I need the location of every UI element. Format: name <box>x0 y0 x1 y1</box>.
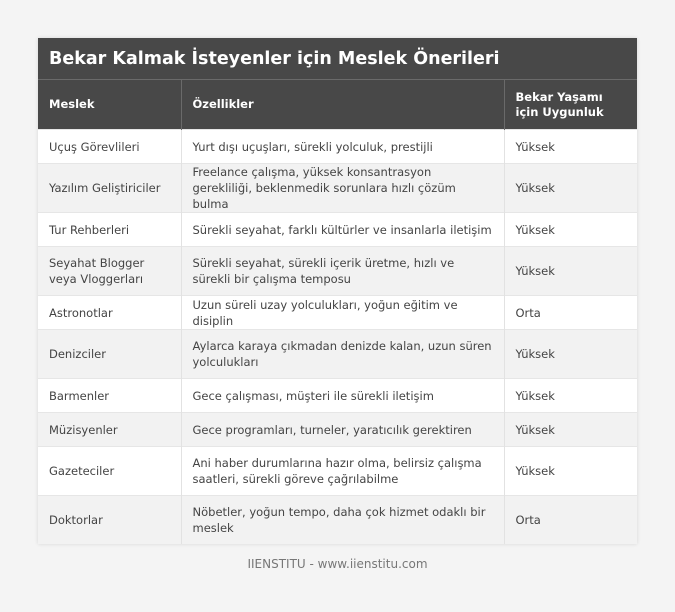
cell-ozellikler: Freelance çalışma, yüksek konsantrasyon gerekliliği, beklenmedik sorunlara hızlı çözüm bulma <box>181 164 504 213</box>
cell-meslek: Gazeteciler <box>38 447 181 496</box>
cell-ozellikler: Sürekli seyahat, sürekli içerik üretme, hızlı ve sürekli bir çalışma temposu <box>181 247 504 296</box>
cell-ozellikler: Ani haber durumlarına hazır olma, belirsiz çalışma saatleri, sürekli göreve çağrılabilme <box>181 447 504 496</box>
cell-meslek: Doktorlar <box>38 496 181 545</box>
cell-uygunluk: Yüksek <box>504 130 637 164</box>
cell-ozellikler: Yurt dışı uçuşları, sürekli yolculuk, prestijli <box>181 130 504 164</box>
footer-credit: IIENSTITU - www.iienstitu.com <box>247 557 428 571</box>
cell-ozellikler: Nöbetler, yoğun tempo, daha çok hizmet odaklı bir meslek <box>181 496 504 545</box>
cell-uygunluk: Yüksek <box>504 379 637 413</box>
cell-uygunluk: Yüksek <box>504 330 637 379</box>
cell-ozellikler: Aylarca karaya çıkmadan denizde kalan, uzun süren yolculukları <box>181 330 504 379</box>
cell-uygunluk: Yüksek <box>504 413 637 447</box>
table-row <box>38 247 637 296</box>
cell-uygunluk: Orta <box>504 296 637 330</box>
table-row <box>38 330 637 379</box>
cell-meslek: Seyahat Blogger veya Vloggerları <box>38 247 181 296</box>
cell-uygunluk: Orta <box>504 496 637 545</box>
cell-meslek: Astronotlar <box>38 296 181 330</box>
column-header-uygunluk: Bekar Yaşamı için Uygunluk <box>504 80 637 130</box>
cell-ozellikler: Gece çalışması, müşteri ile sürekli iletişim <box>181 379 504 413</box>
cell-uygunluk: Yüksek <box>504 247 637 296</box>
cell-ozellikler: Sürekli seyahat, farklı kültürler ve insanlarla iletişim <box>181 213 504 247</box>
cell-meslek: Denizciler <box>38 330 181 379</box>
table-row <box>38 213 637 247</box>
cell-uygunluk: Yüksek <box>504 447 637 496</box>
table-row <box>38 447 637 496</box>
cell-meslek: Yazılım Geliştiriciler <box>38 164 181 213</box>
cell-uygunluk: Yüksek <box>504 164 637 213</box>
column-header-meslek: Meslek <box>38 80 181 130</box>
cell-ozellikler: Gece programları, turneler, yaratıcılık gerektiren <box>181 413 504 447</box>
careers-table <box>38 80 637 544</box>
cell-uygunluk: Yüksek <box>504 213 637 247</box>
table-row <box>38 164 637 213</box>
cell-meslek: Barmenler <box>38 379 181 413</box>
careers-table-card <box>38 38 637 544</box>
column-header-ozellikler: Özellikler <box>181 80 504 130</box>
cell-meslek: Uçuş Görevlileri <box>38 130 181 164</box>
table-row <box>38 130 637 164</box>
table-row <box>38 413 637 447</box>
table-row <box>38 379 637 413</box>
table-header-row <box>38 80 637 130</box>
table-row <box>38 296 637 330</box>
table-row <box>38 496 637 545</box>
cell-ozellikler: Uzun süreli uzay yolculukları, yoğun eğitim ve disiplin <box>181 296 504 330</box>
table-title: Bekar Kalmak İsteyenler için Meslek Önerileri <box>38 38 637 80</box>
cell-meslek: Müzisyenler <box>38 413 181 447</box>
cell-meslek: Tur Rehberleri <box>38 213 181 247</box>
